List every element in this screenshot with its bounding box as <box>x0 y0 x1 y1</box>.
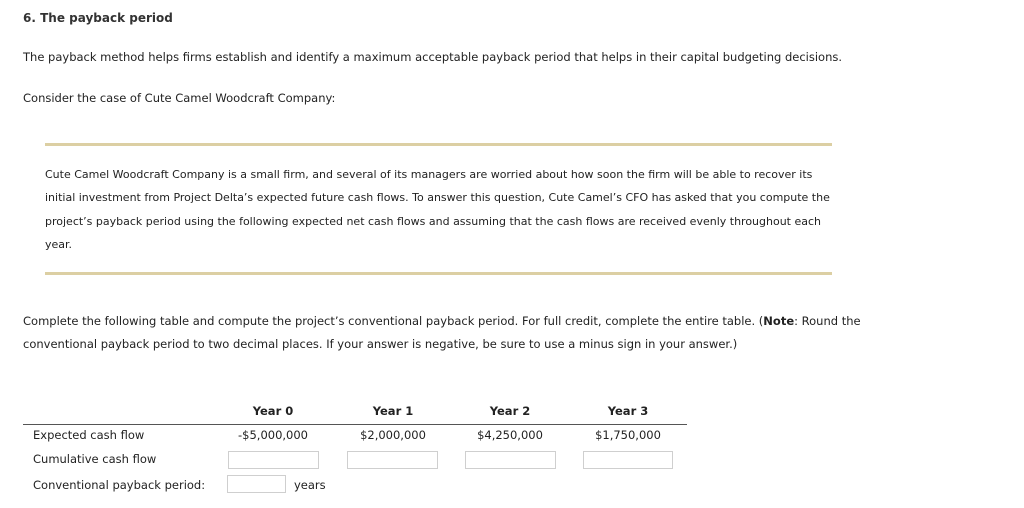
expected-cash-flow-year-3: $1,750,000 <box>595 428 661 442</box>
case-line: Consider the case of Cute Camel Woodcraft Company: <box>23 91 336 105</box>
cumulative-cash-flow-input-year-0[interactable] <box>228 451 319 469</box>
instruction-text <box>23 310 883 355</box>
question-heading: 6. The payback period <box>23 11 173 25</box>
cumulative-cash-flow-input-year-2[interactable] <box>465 451 556 469</box>
expected-cash-flow-year-2: $4,250,000 <box>477 428 543 442</box>
expected-cash-flow-year-1: $2,000,000 <box>360 428 426 442</box>
top-divider <box>45 143 832 146</box>
intro-text: The payback method helps firms establish and identify a maximum acceptable payback period that helps in their capital budgeting decisions. <box>23 50 842 64</box>
payback-period-label: Conventional payback period: <box>33 478 206 492</box>
instruction-part2: : Round the conventional payback period to two decimal places. If your answer is negative, be sure to use a minus sign in your answer.) <box>23 314 861 351</box>
bottom-divider <box>45 272 832 275</box>
header-year-1: Year 1 <box>372 404 414 418</box>
table-header-rule <box>23 424 687 425</box>
years-unit-label: years <box>294 478 326 492</box>
expected-cash-flow-label: Expected cash flow <box>33 428 145 442</box>
cumulative-cash-flow-input-year-3[interactable] <box>583 451 673 469</box>
instruction-part1: Complete the following table and compute the project’s conventional payback period. For full credit, complete the entire table. ( <box>23 314 764 328</box>
cumulative-cash-flow-input-year-1[interactable] <box>347 451 438 469</box>
scenario-text: Cute Camel Woodcraft Company is a small firm, and several of its managers are worried about how soon the firm will be able to recover its initial investment from Project Delta’s expected future cash flows. To answer this question, Cute Camel’s CFO has asked that you compute the project’s payback period using the following expected net cash flows and assuming that the cash flows are received evenly throughout each year. <box>45 168 830 251</box>
instruction-note: Note <box>763 314 795 328</box>
header-year-3: Year 3 <box>607 404 649 418</box>
header-year-2: Year 2 <box>489 404 531 418</box>
expected-cash-flow-year-0: -$5,000,000 <box>238 428 308 442</box>
payback-period-input[interactable] <box>227 475 286 493</box>
cumulative-cash-flow-label: Cumulative cash flow <box>33 452 157 466</box>
header-year-0: Year 0 <box>252 404 294 418</box>
